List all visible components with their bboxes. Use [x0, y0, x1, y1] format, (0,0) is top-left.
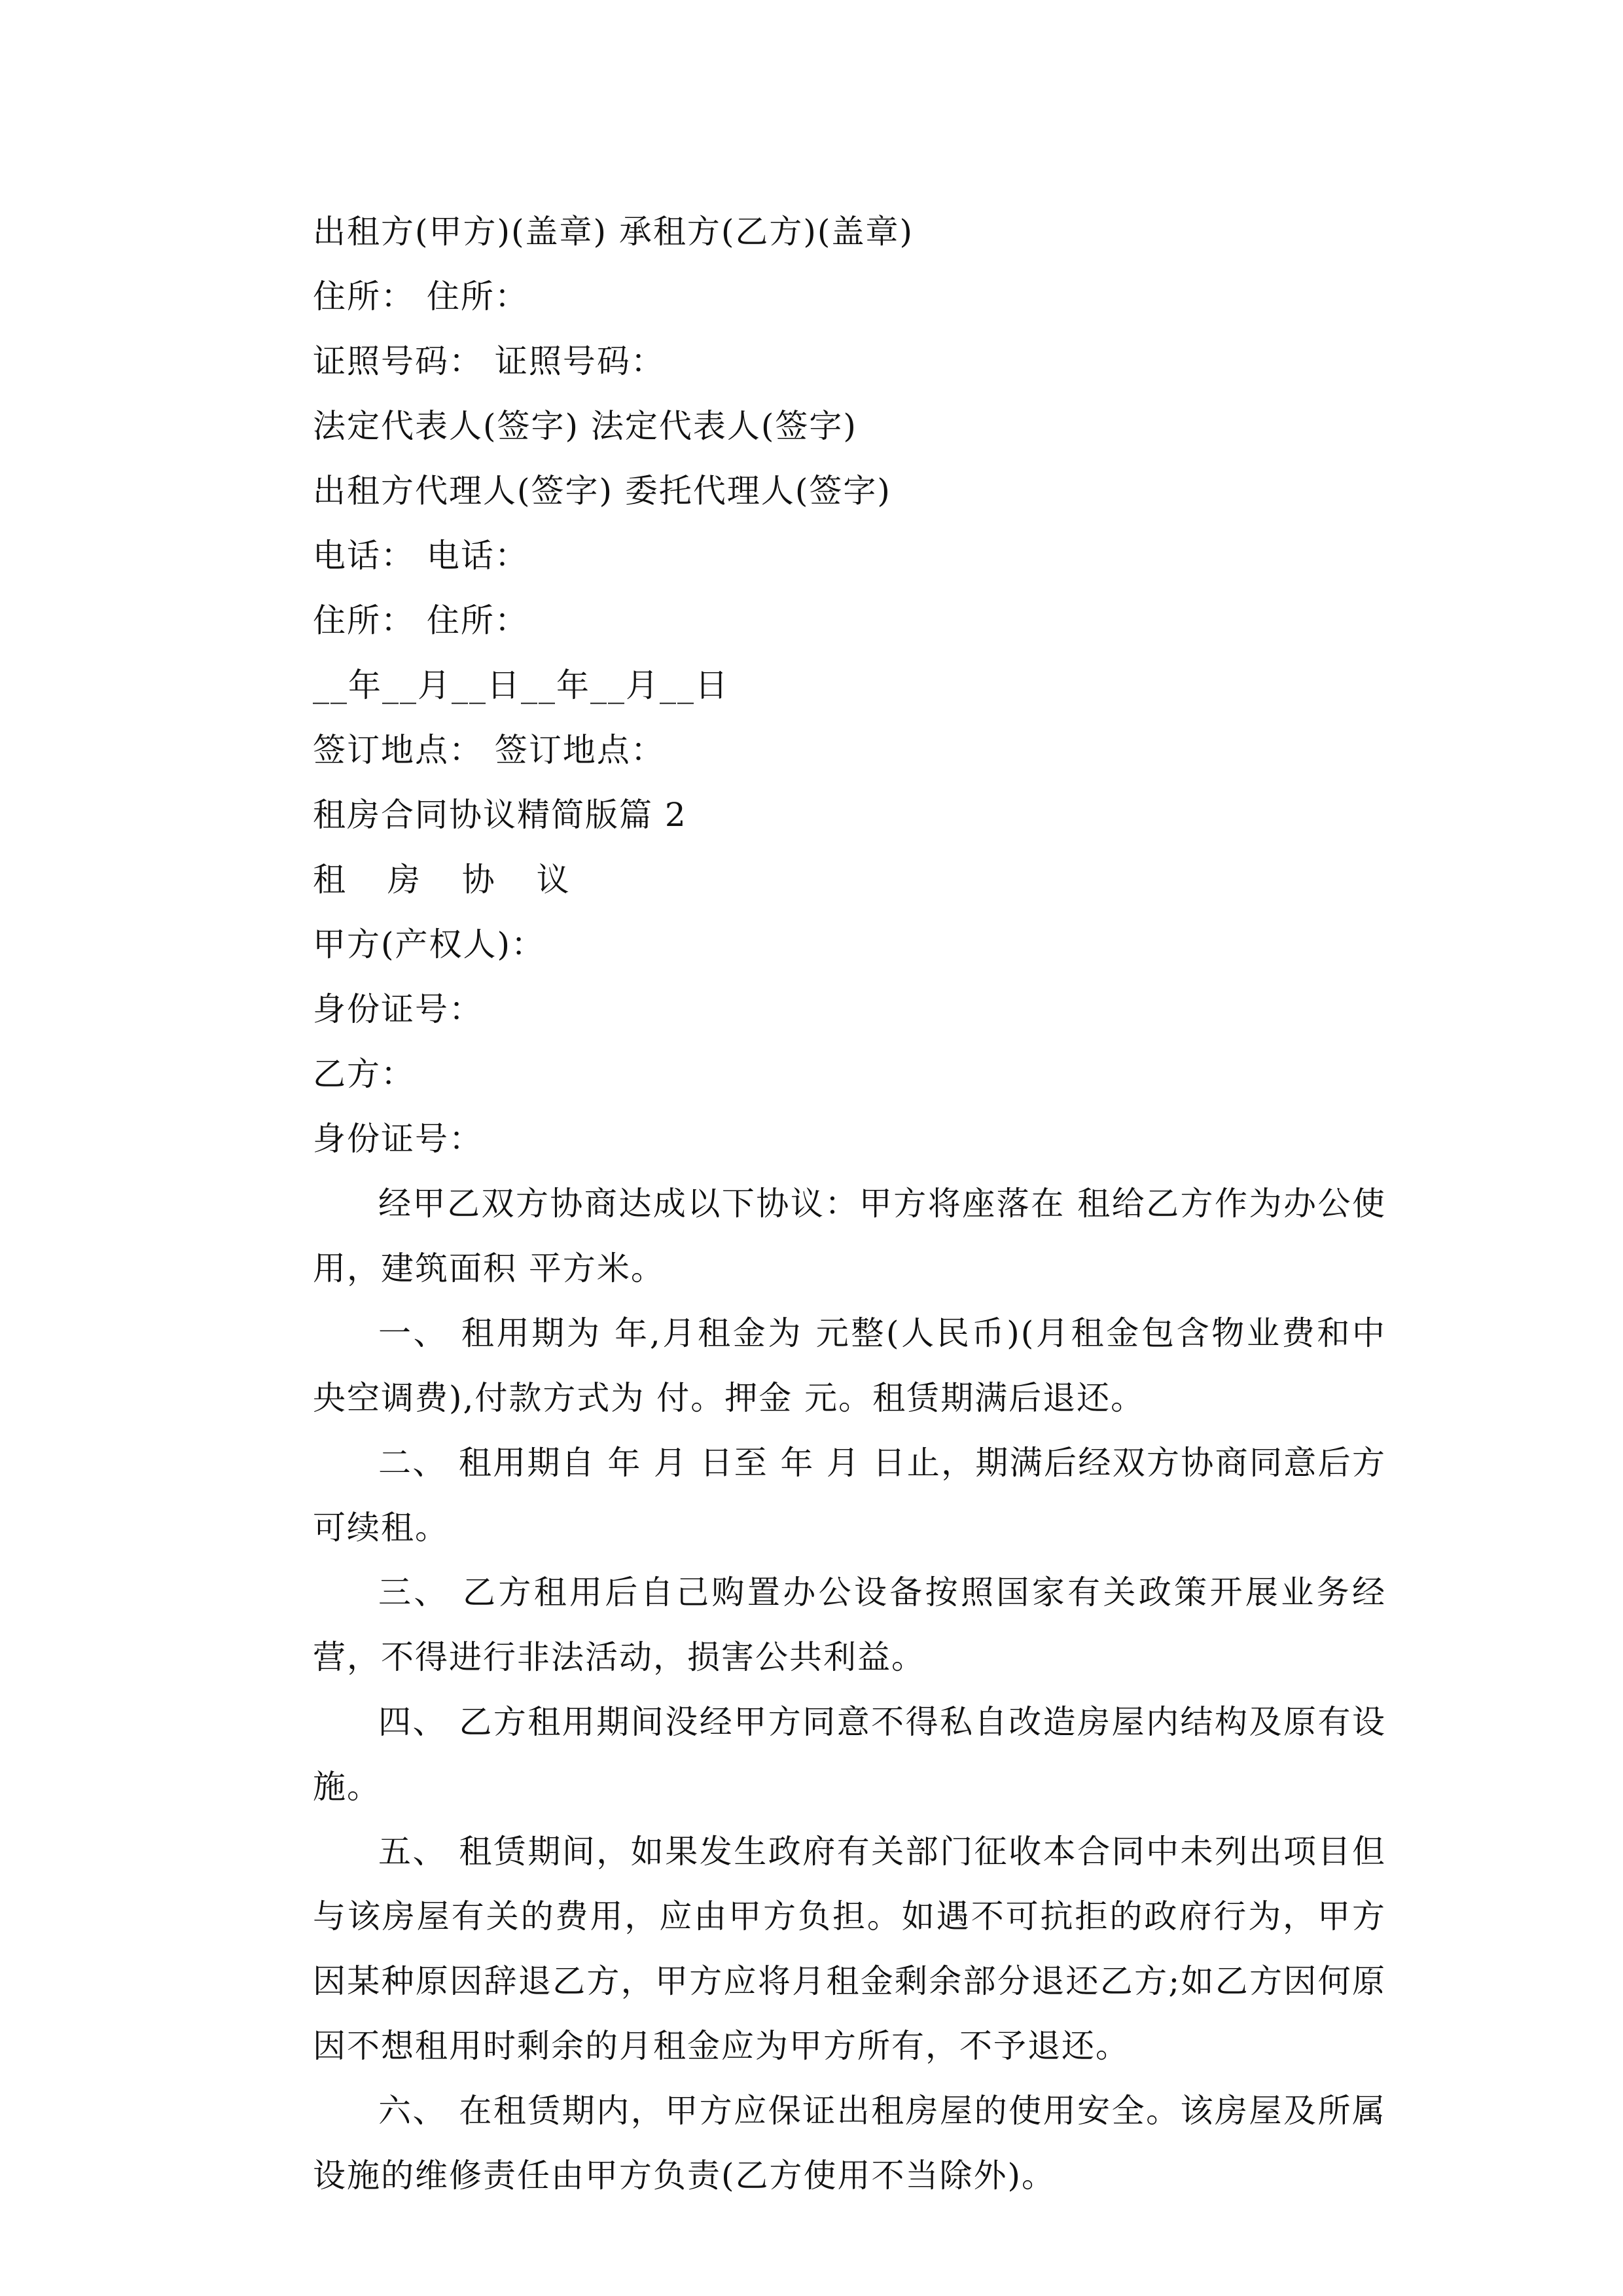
contract-title: 租 房 协 议 [313, 861, 585, 899]
party-b-id-field: 身份证号： [313, 1120, 483, 1158]
signature-line-date: __年__月__日__年__月__日 [313, 666, 729, 704]
section-heading: 租房合同协议精简版篇 2 [313, 796, 687, 834]
party-fields [313, 912, 1386, 1172]
document-body [313, 200, 1386, 2208]
signature-line-phone: 电话： 电话： [313, 537, 529, 575]
signature-line-agent: 出租方代理人(签字) 委托代理人(签字) [313, 472, 891, 510]
agreement-intro-paragraph: 经甲乙双方协商达成以下协议：甲方将座落在 租给乙方作为办公使用，建筑面积 平方米。 [313, 1185, 1386, 1287]
clause-6: 六、 在租赁期内，甲方应保证出租房屋的使用安全。该房屋及所属设施的维修责任由甲方负责(乙方使用不当除外)。 [313, 2092, 1386, 2195]
signature-line-license: 证照号码： 证照号码： [313, 342, 665, 380]
party-a-field: 甲方(产权人)： [313, 925, 546, 963]
clause-4: 四、 乙方租用期间没经甲方同意不得私自改造房屋内结构及原有设施。 [313, 1703, 1386, 1806]
clause-1: 一、 租用期为 年,月租金为 元整(人民币)(月租金包含物业费和中央空调费),付款方式为 付。押金 元。租赁期满后退还。 [313, 1314, 1386, 1417]
signature-line-legal-rep: 法定代表人(签字) 法定代表人(签字) [313, 407, 857, 445]
party-a-id-field: 身份证号： [313, 990, 483, 1028]
clause-3: 三、 乙方租用后自己购置办公设备按照国家有关政策开展业务经营，不得进行非法活动，损害公共利益。 [313, 1573, 1386, 1676]
signature-line-place: 签订地点： 签订地点： [313, 731, 665, 769]
signature-line-seal: 出租方(甲方)(盖章) 承租方(乙方)(盖章) [313, 213, 914, 251]
signature-block [313, 200, 1386, 783]
contract-clauses [313, 1172, 1386, 2208]
clause-5: 五、 租赁期间，如果发生政府有关部门征收本合同中未列出项目但与该房屋有关的费用，应由甲方负担。如遇不可抗拒的政府行为，甲方因某种原因辞退乙方，甲方应将月租金剩余部分退还乙方;如乙方因何原因不想租用时剩余的月租金应为甲方所有，不予退还。 [313, 1833, 1386, 2065]
signature-line-address-2: 住所： 住所： [313, 601, 529, 639]
signature-line-address: 住所： 住所： [313, 278, 529, 315]
party-b-field: 乙方： [313, 1055, 415, 1093]
clause-2: 二、 租用期自 年 月 日至 年 月 日止，期满后经双方协商同意后方可续租。 [313, 1444, 1386, 1547]
